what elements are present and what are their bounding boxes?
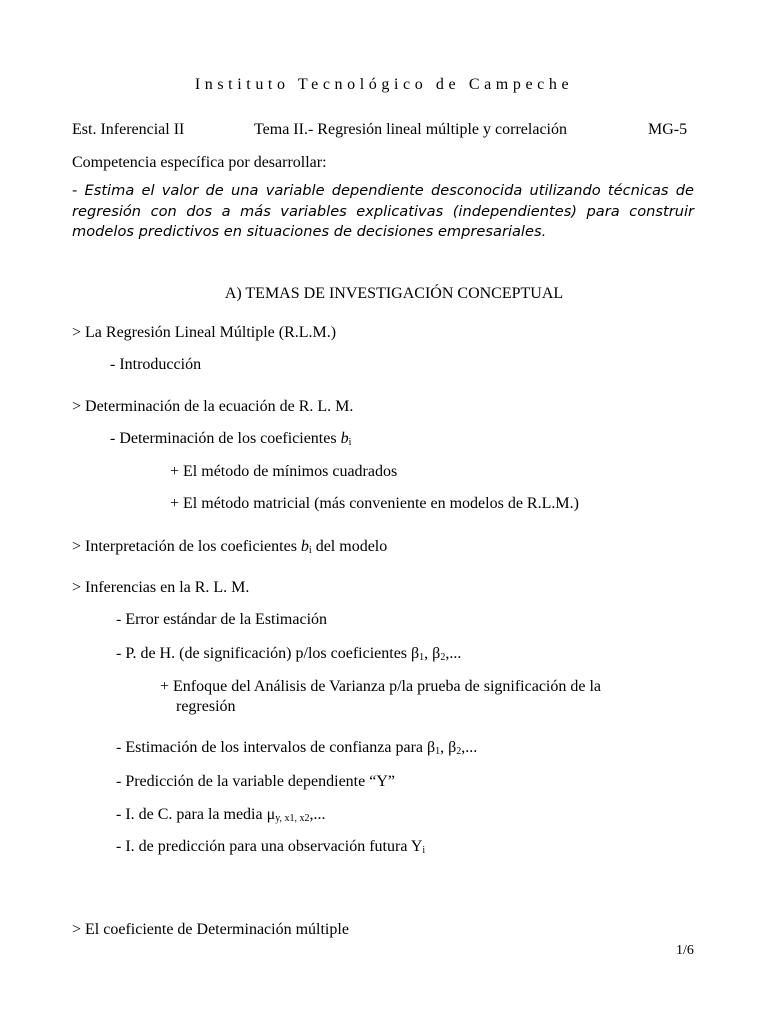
interp-var: b — [300, 538, 309, 555]
item-intro: - Introducción — [110, 356, 202, 373]
interp-text-b: del modelo — [311, 538, 388, 555]
item-std-error: - Error estándar de la Estimación — [116, 611, 328, 628]
ci-sub2: 2 — [456, 746, 462, 757]
ci-mean-text-a: - I. de C. para la media μ — [116, 806, 276, 823]
topic-title: Tema II.- Regresión lineal múltiple y correlación — [254, 121, 567, 138]
item-hypothesis-test — [116, 644, 461, 663]
ci-mean-sub: y, x1, x2 — [275, 813, 310, 824]
ph-text-a: - P. de H. (de significación) p/los coeficientes β — [116, 645, 420, 662]
ph-text-c: ,... — [445, 645, 462, 662]
course-name: Est. Inferencial II — [72, 121, 185, 138]
ci-sub1: 1 — [435, 746, 441, 757]
ci-text-a: - Estimación de los intervalos de confianza para β — [116, 739, 436, 756]
pred-int-text: - I. de predicción para una observación futura Y — [116, 838, 423, 855]
competence-label: Competencia específica por desarrollar: — [72, 154, 327, 171]
ph-text-b: , β — [424, 645, 441, 662]
item-ci-mean — [116, 805, 326, 824]
item-conf-intervals — [116, 738, 477, 757]
item-prediction: - Predicción de la variable dependiente “Y” — [116, 773, 395, 790]
item-anova-line2: regresión — [176, 698, 236, 715]
item-pred-interval — [116, 837, 425, 856]
item-interp — [72, 537, 387, 556]
item-det-coef — [110, 429, 351, 448]
interp-text-a: > Interpretación de los coeficientes — [72, 538, 301, 555]
interp-sub: i — [308, 545, 312, 556]
item-det-eq: > Determinación de la ecuación de R. L. M. — [72, 398, 354, 415]
det-coef-var: b — [340, 430, 349, 447]
item-min-sq: + El método de mínimos cuadrados — [170, 463, 398, 480]
item-matrix: + El método matricial (más conveniente en modelos de R.L.M.) — [170, 495, 579, 512]
competence-text: - Estima el valor de una variable dependiente desconocida utilizando técnicas de regresión con dos a más variables explicativas (independientes) para construir modelos predictivos en situaciones de decisiones empresariales. — [72, 182, 694, 240]
ci-text-b: , β — [440, 739, 457, 756]
pred-int-sub: i — [422, 845, 426, 856]
section-title: A) TEMAS DE INVESTIGACIÓN CONCEPTUAL — [224, 285, 564, 302]
item-inferences: > Inferencias en la R. L. M. — [72, 579, 250, 596]
ci-text-c: ,... — [461, 739, 478, 756]
course-code: MG-5 — [648, 121, 688, 138]
item-anova-line1: + Enfoque del Análisis de Varianza p/la prueba de significación de la — [160, 678, 602, 695]
ci-mean-text-b: ,... — [309, 806, 326, 823]
det-coef-sub: i — [348, 437, 352, 448]
ph-sub1: 1 — [419, 652, 425, 663]
page-number: 1/6 — [676, 943, 694, 958]
ph-sub2: 2 — [440, 652, 446, 663]
institution-title: Instituto Tecnológico de Campeche — [194, 76, 574, 93]
item-coef-det: > El coeficiente de Determinación múltiple — [72, 921, 349, 938]
det-coef-text: - Determinación de los coeficientes — [110, 430, 341, 447]
item-rlm: > La Regresión Lineal Múltiple (R.L.M.) — [72, 324, 337, 341]
